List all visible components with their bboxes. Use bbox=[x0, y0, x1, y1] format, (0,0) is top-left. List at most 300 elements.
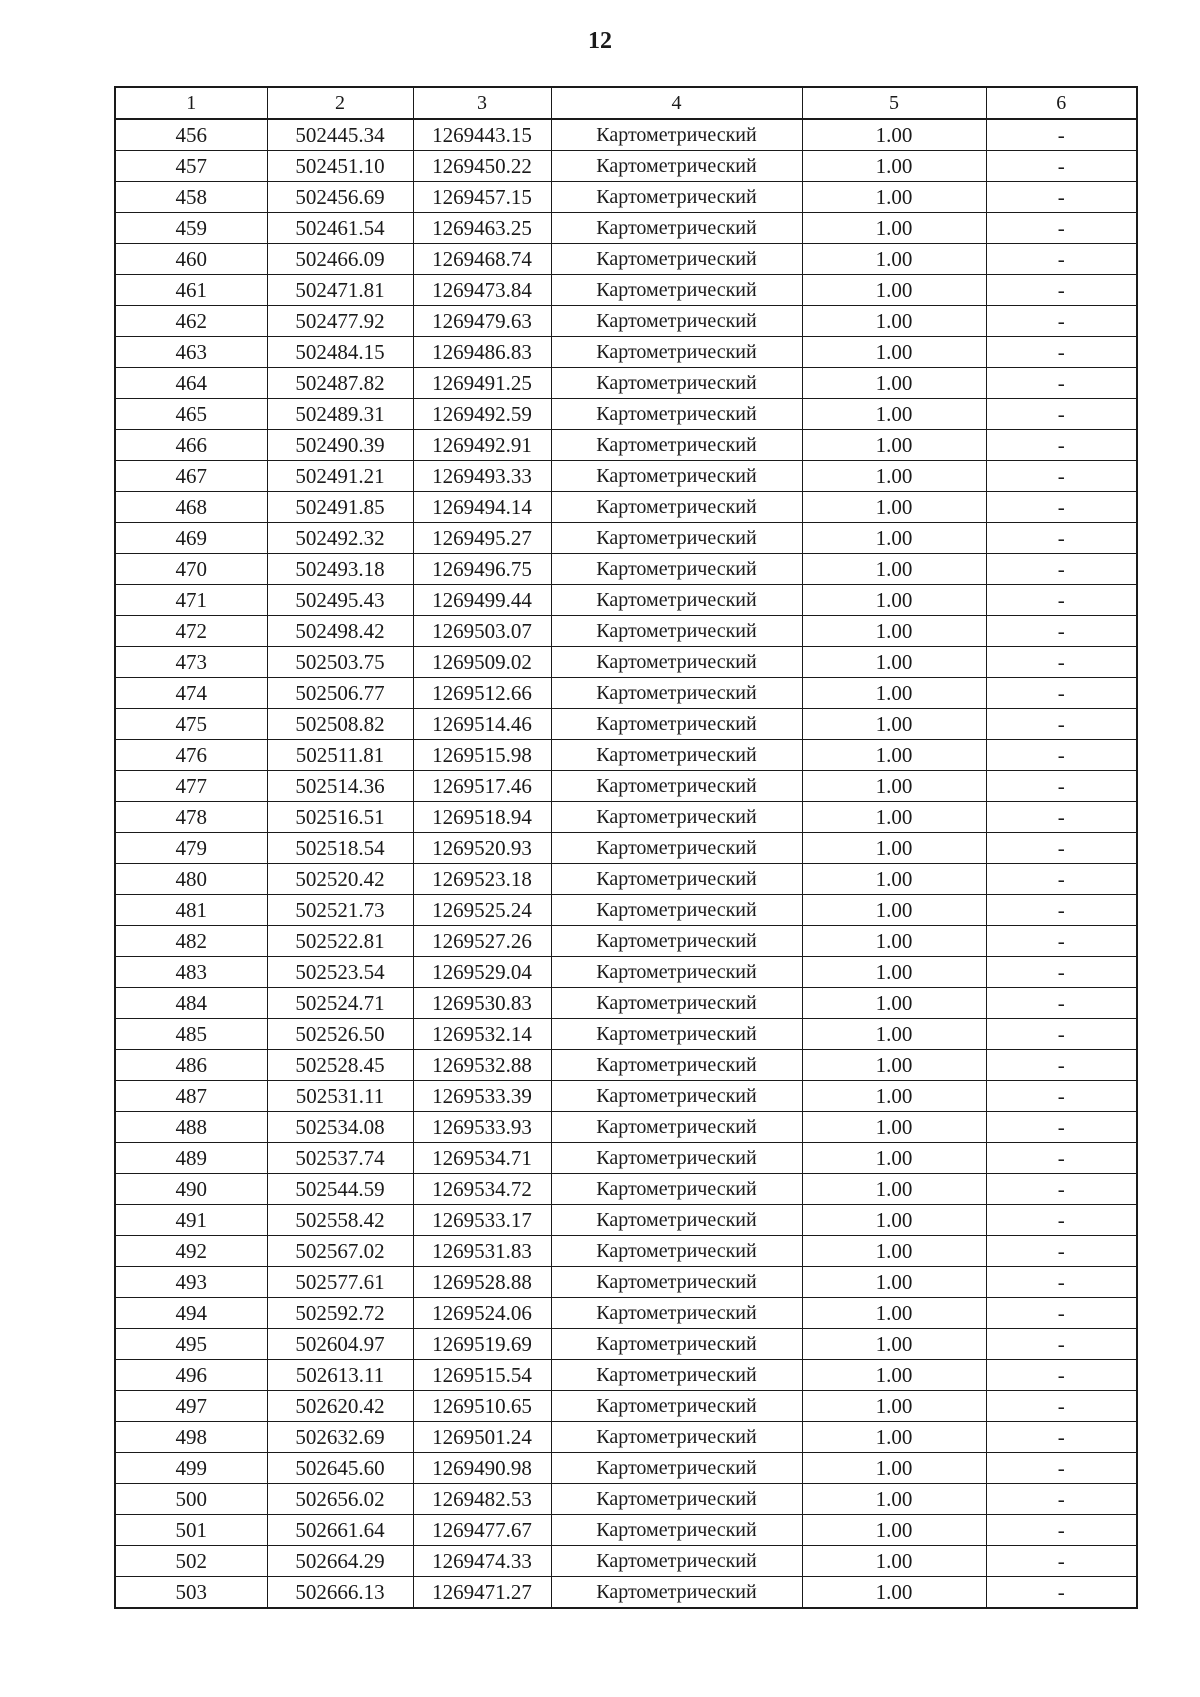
method-cell: Картометрический bbox=[551, 1329, 802, 1360]
table-row bbox=[115, 616, 1137, 647]
x-coordinate-cell: 502490.39 bbox=[267, 430, 413, 461]
method-cell: Картометрический bbox=[551, 1081, 802, 1112]
y-coordinate-cell: 1269532.88 bbox=[413, 1050, 551, 1081]
method-cell: Картометрический bbox=[551, 368, 802, 399]
point-number-cell: 457 bbox=[115, 151, 267, 182]
point-number-cell: 497 bbox=[115, 1391, 267, 1422]
description-cell: - bbox=[986, 802, 1137, 833]
y-coordinate-cell: 1269515.54 bbox=[413, 1360, 551, 1391]
description-cell: - bbox=[986, 926, 1137, 957]
method-cell: Картометрический bbox=[551, 119, 802, 151]
description-cell: - bbox=[986, 151, 1137, 182]
precision-cell: 1.00 bbox=[802, 771, 986, 802]
x-coordinate-cell: 502592.72 bbox=[267, 1298, 413, 1329]
precision-cell: 1.00 bbox=[802, 926, 986, 957]
y-coordinate-cell: 1269510.65 bbox=[413, 1391, 551, 1422]
method-cell: Картометрический bbox=[551, 864, 802, 895]
precision-cell: 1.00 bbox=[802, 430, 986, 461]
y-coordinate-cell: 1269517.46 bbox=[413, 771, 551, 802]
point-number-cell: 460 bbox=[115, 244, 267, 275]
table-row bbox=[115, 492, 1137, 523]
description-cell: - bbox=[986, 678, 1137, 709]
method-cell: Картометрический bbox=[551, 1019, 802, 1050]
point-number-cell: 500 bbox=[115, 1484, 267, 1515]
precision-cell: 1.00 bbox=[802, 554, 986, 585]
y-coordinate-cell: 1269479.63 bbox=[413, 306, 551, 337]
description-cell: - bbox=[986, 895, 1137, 926]
method-cell: Картометрический bbox=[551, 461, 802, 492]
method-cell: Картометрический bbox=[551, 802, 802, 833]
method-cell: Картометрический bbox=[551, 771, 802, 802]
y-coordinate-cell: 1269534.71 bbox=[413, 1143, 551, 1174]
x-coordinate-cell: 502558.42 bbox=[267, 1205, 413, 1236]
table-row bbox=[115, 1515, 1137, 1546]
precision-cell: 1.00 bbox=[802, 337, 986, 368]
description-cell: - bbox=[986, 492, 1137, 523]
table-row bbox=[115, 802, 1137, 833]
method-cell: Картометрический bbox=[551, 585, 802, 616]
point-number-cell: 483 bbox=[115, 957, 267, 988]
point-number-cell: 472 bbox=[115, 616, 267, 647]
x-coordinate-cell: 502528.45 bbox=[267, 1050, 413, 1081]
y-coordinate-cell: 1269518.94 bbox=[413, 802, 551, 833]
method-cell: Картометрический bbox=[551, 1236, 802, 1267]
y-coordinate-cell: 1269533.93 bbox=[413, 1112, 551, 1143]
table-row bbox=[115, 740, 1137, 771]
method-cell: Картометрический bbox=[551, 151, 802, 182]
description-cell: - bbox=[986, 1360, 1137, 1391]
point-number-cell: 478 bbox=[115, 802, 267, 833]
y-coordinate-cell: 1269482.53 bbox=[413, 1484, 551, 1515]
precision-cell: 1.00 bbox=[802, 1081, 986, 1112]
description-cell: - bbox=[986, 1205, 1137, 1236]
method-cell: Картометрический bbox=[551, 1360, 802, 1391]
precision-cell: 1.00 bbox=[802, 1484, 986, 1515]
table-row bbox=[115, 1267, 1137, 1298]
y-coordinate-cell: 1269494.14 bbox=[413, 492, 551, 523]
method-cell: Картометрический bbox=[551, 1205, 802, 1236]
precision-cell: 1.00 bbox=[802, 182, 986, 213]
x-coordinate-cell: 502445.34 bbox=[267, 119, 413, 151]
point-number-cell: 477 bbox=[115, 771, 267, 802]
table-row bbox=[115, 1360, 1137, 1391]
method-cell: Картометрический bbox=[551, 1267, 802, 1298]
table-row bbox=[115, 1422, 1137, 1453]
point-number-cell: 480 bbox=[115, 864, 267, 895]
x-coordinate-cell: 502661.64 bbox=[267, 1515, 413, 1546]
precision-cell: 1.00 bbox=[802, 523, 986, 554]
point-number-cell: 456 bbox=[115, 119, 267, 151]
method-cell: Картометрический bbox=[551, 616, 802, 647]
precision-cell: 1.00 bbox=[802, 399, 986, 430]
x-coordinate-cell: 502531.11 bbox=[267, 1081, 413, 1112]
y-coordinate-cell: 1269491.25 bbox=[413, 368, 551, 399]
method-cell: Картометрический bbox=[551, 244, 802, 275]
point-number-cell: 490 bbox=[115, 1174, 267, 1205]
description-cell: - bbox=[986, 554, 1137, 585]
y-coordinate-cell: 1269468.74 bbox=[413, 244, 551, 275]
method-cell: Картометрический bbox=[551, 709, 802, 740]
precision-cell: 1.00 bbox=[802, 1329, 986, 1360]
x-coordinate-cell: 502520.42 bbox=[267, 864, 413, 895]
x-coordinate-cell: 502495.43 bbox=[267, 585, 413, 616]
y-coordinate-cell: 1269533.17 bbox=[413, 1205, 551, 1236]
description-cell: - bbox=[986, 275, 1137, 306]
table-row bbox=[115, 1484, 1137, 1515]
y-coordinate-cell: 1269450.22 bbox=[413, 151, 551, 182]
table-body bbox=[115, 119, 1137, 1608]
x-coordinate-cell: 502518.54 bbox=[267, 833, 413, 864]
column-header-3: 3 bbox=[413, 87, 551, 119]
x-coordinate-cell: 502487.82 bbox=[267, 368, 413, 399]
column-header-1: 1 bbox=[115, 87, 267, 119]
point-number-cell: 470 bbox=[115, 554, 267, 585]
description-cell: - bbox=[986, 957, 1137, 988]
method-cell: Картометрический bbox=[551, 1298, 802, 1329]
method-cell: Картометрический bbox=[551, 523, 802, 554]
column-header-5: 5 bbox=[802, 87, 986, 119]
x-coordinate-cell: 502514.36 bbox=[267, 771, 413, 802]
description-cell: - bbox=[986, 244, 1137, 275]
precision-cell: 1.00 bbox=[802, 1546, 986, 1577]
table-row bbox=[115, 119, 1137, 151]
method-cell: Картометрический bbox=[551, 1050, 802, 1081]
description-cell: - bbox=[986, 1453, 1137, 1484]
method-cell: Картометрический bbox=[551, 833, 802, 864]
y-coordinate-cell: 1269463.25 bbox=[413, 213, 551, 244]
precision-cell: 1.00 bbox=[802, 647, 986, 678]
method-cell: Картометрический bbox=[551, 988, 802, 1019]
x-coordinate-cell: 502620.42 bbox=[267, 1391, 413, 1422]
x-coordinate-cell: 502524.71 bbox=[267, 988, 413, 1019]
point-number-cell: 479 bbox=[115, 833, 267, 864]
precision-cell: 1.00 bbox=[802, 1174, 986, 1205]
y-coordinate-cell: 1269443.15 bbox=[413, 119, 551, 151]
table-row bbox=[115, 678, 1137, 709]
description-cell: - bbox=[986, 1112, 1137, 1143]
y-coordinate-cell: 1269512.66 bbox=[413, 678, 551, 709]
point-number-cell: 461 bbox=[115, 275, 267, 306]
point-number-cell: 499 bbox=[115, 1453, 267, 1484]
table-row bbox=[115, 399, 1137, 430]
precision-cell: 1.00 bbox=[802, 1019, 986, 1050]
description-cell: - bbox=[986, 1298, 1137, 1329]
description-cell: - bbox=[986, 647, 1137, 678]
point-number-cell: 498 bbox=[115, 1422, 267, 1453]
precision-cell: 1.00 bbox=[802, 1391, 986, 1422]
point-number-cell: 458 bbox=[115, 182, 267, 213]
table-row bbox=[115, 709, 1137, 740]
description-cell: - bbox=[986, 585, 1137, 616]
y-coordinate-cell: 1269514.46 bbox=[413, 709, 551, 740]
description-cell: - bbox=[986, 1546, 1137, 1577]
point-number-cell: 486 bbox=[115, 1050, 267, 1081]
x-coordinate-cell: 502656.02 bbox=[267, 1484, 413, 1515]
table-row bbox=[115, 833, 1137, 864]
y-coordinate-cell: 1269501.24 bbox=[413, 1422, 551, 1453]
y-coordinate-cell: 1269493.33 bbox=[413, 461, 551, 492]
method-cell: Картометрический bbox=[551, 1422, 802, 1453]
precision-cell: 1.00 bbox=[802, 213, 986, 244]
precision-cell: 1.00 bbox=[802, 119, 986, 151]
point-number-cell: 469 bbox=[115, 523, 267, 554]
x-coordinate-cell: 502522.81 bbox=[267, 926, 413, 957]
method-cell: Картометрический bbox=[551, 1174, 802, 1205]
precision-cell: 1.00 bbox=[802, 1143, 986, 1174]
x-coordinate-cell: 502492.32 bbox=[267, 523, 413, 554]
precision-cell: 1.00 bbox=[802, 368, 986, 399]
method-cell: Картометрический bbox=[551, 399, 802, 430]
method-cell: Картометрический bbox=[551, 275, 802, 306]
y-coordinate-cell: 1269492.91 bbox=[413, 430, 551, 461]
table-row bbox=[115, 182, 1137, 213]
table-row bbox=[115, 1050, 1137, 1081]
point-number-cell: 495 bbox=[115, 1329, 267, 1360]
point-number-cell: 488 bbox=[115, 1112, 267, 1143]
table-row bbox=[115, 523, 1137, 554]
y-coordinate-cell: 1269520.93 bbox=[413, 833, 551, 864]
table-row bbox=[115, 1174, 1137, 1205]
table-row bbox=[115, 895, 1137, 926]
y-coordinate-cell: 1269523.18 bbox=[413, 864, 551, 895]
precision-cell: 1.00 bbox=[802, 1205, 986, 1236]
point-number-cell: 466 bbox=[115, 430, 267, 461]
description-cell: - bbox=[986, 461, 1137, 492]
method-cell: Картометрический bbox=[551, 1112, 802, 1143]
y-coordinate-cell: 1269532.14 bbox=[413, 1019, 551, 1050]
method-cell: Картометрический bbox=[551, 647, 802, 678]
precision-cell: 1.00 bbox=[802, 895, 986, 926]
description-cell: - bbox=[986, 1484, 1137, 1515]
method-cell: Картометрический bbox=[551, 306, 802, 337]
precision-cell: 1.00 bbox=[802, 1267, 986, 1298]
table-row bbox=[115, 213, 1137, 244]
precision-cell: 1.00 bbox=[802, 492, 986, 523]
point-number-cell: 467 bbox=[115, 461, 267, 492]
description-cell: - bbox=[986, 709, 1137, 740]
x-coordinate-cell: 502544.59 bbox=[267, 1174, 413, 1205]
description-cell: - bbox=[986, 1515, 1137, 1546]
table-row bbox=[115, 1236, 1137, 1267]
x-coordinate-cell: 502508.82 bbox=[267, 709, 413, 740]
method-cell: Картометрический bbox=[551, 182, 802, 213]
point-number-cell: 485 bbox=[115, 1019, 267, 1050]
table-row bbox=[115, 585, 1137, 616]
x-coordinate-cell: 502498.42 bbox=[267, 616, 413, 647]
table-row bbox=[115, 1453, 1137, 1484]
description-cell: - bbox=[986, 1019, 1137, 1050]
y-coordinate-cell: 1269509.02 bbox=[413, 647, 551, 678]
point-number-cell: 487 bbox=[115, 1081, 267, 1112]
point-number-cell: 494 bbox=[115, 1298, 267, 1329]
table-row bbox=[115, 771, 1137, 802]
table-header-row bbox=[115, 87, 1137, 119]
table-row bbox=[115, 368, 1137, 399]
method-cell: Картометрический bbox=[551, 1453, 802, 1484]
description-cell: - bbox=[986, 1577, 1137, 1609]
precision-cell: 1.00 bbox=[802, 275, 986, 306]
x-coordinate-cell: 502523.54 bbox=[267, 957, 413, 988]
y-coordinate-cell: 1269519.69 bbox=[413, 1329, 551, 1360]
table-row bbox=[115, 1112, 1137, 1143]
method-cell: Картометрический bbox=[551, 678, 802, 709]
point-number-cell: 465 bbox=[115, 399, 267, 430]
x-coordinate-cell: 502534.08 bbox=[267, 1112, 413, 1143]
description-cell: - bbox=[986, 1143, 1137, 1174]
point-number-cell: 502 bbox=[115, 1546, 267, 1577]
precision-cell: 1.00 bbox=[802, 740, 986, 771]
method-cell: Картометрический bbox=[551, 1143, 802, 1174]
description-cell: - bbox=[986, 864, 1137, 895]
x-coordinate-cell: 502491.85 bbox=[267, 492, 413, 523]
description-cell: - bbox=[986, 182, 1137, 213]
precision-cell: 1.00 bbox=[802, 1515, 986, 1546]
table-row bbox=[115, 1143, 1137, 1174]
x-coordinate-cell: 502484.15 bbox=[267, 337, 413, 368]
description-cell: - bbox=[986, 399, 1137, 430]
x-coordinate-cell: 502537.74 bbox=[267, 1143, 413, 1174]
method-cell: Картометрический bbox=[551, 337, 802, 368]
description-cell: - bbox=[986, 740, 1137, 771]
table-row bbox=[115, 1546, 1137, 1577]
description-cell: - bbox=[986, 771, 1137, 802]
y-coordinate-cell: 1269492.59 bbox=[413, 399, 551, 430]
y-coordinate-cell: 1269528.88 bbox=[413, 1267, 551, 1298]
description-cell: - bbox=[986, 430, 1137, 461]
y-coordinate-cell: 1269529.04 bbox=[413, 957, 551, 988]
table-row bbox=[115, 1019, 1137, 1050]
point-number-cell: 503 bbox=[115, 1577, 267, 1609]
y-coordinate-cell: 1269503.07 bbox=[413, 616, 551, 647]
x-coordinate-cell: 502456.69 bbox=[267, 182, 413, 213]
method-cell: Картометрический bbox=[551, 492, 802, 523]
table-row bbox=[115, 151, 1137, 182]
y-coordinate-cell: 1269473.84 bbox=[413, 275, 551, 306]
point-number-cell: 476 bbox=[115, 740, 267, 771]
precision-cell: 1.00 bbox=[802, 1453, 986, 1484]
method-cell: Картометрический bbox=[551, 1546, 802, 1577]
x-coordinate-cell: 502489.31 bbox=[267, 399, 413, 430]
column-header-6: 6 bbox=[986, 87, 1137, 119]
y-coordinate-cell: 1269474.33 bbox=[413, 1546, 551, 1577]
x-coordinate-cell: 502645.60 bbox=[267, 1453, 413, 1484]
table-row bbox=[115, 1577, 1137, 1609]
x-coordinate-cell: 502613.11 bbox=[267, 1360, 413, 1391]
description-cell: - bbox=[986, 1391, 1137, 1422]
description-cell: - bbox=[986, 119, 1137, 151]
point-number-cell: 482 bbox=[115, 926, 267, 957]
x-coordinate-cell: 502471.81 bbox=[267, 275, 413, 306]
precision-cell: 1.00 bbox=[802, 988, 986, 1019]
method-cell: Картометрический bbox=[551, 895, 802, 926]
precision-cell: 1.00 bbox=[802, 306, 986, 337]
x-coordinate-cell: 502604.97 bbox=[267, 1329, 413, 1360]
method-cell: Картометрический bbox=[551, 1484, 802, 1515]
y-coordinate-cell: 1269486.83 bbox=[413, 337, 551, 368]
point-number-cell: 474 bbox=[115, 678, 267, 709]
table-row bbox=[115, 1205, 1137, 1236]
precision-cell: 1.00 bbox=[802, 678, 986, 709]
precision-cell: 1.00 bbox=[802, 957, 986, 988]
point-number-cell: 471 bbox=[115, 585, 267, 616]
description-cell: - bbox=[986, 616, 1137, 647]
table-row bbox=[115, 988, 1137, 1019]
point-number-cell: 484 bbox=[115, 988, 267, 1019]
column-header-4: 4 bbox=[551, 87, 802, 119]
y-coordinate-cell: 1269490.98 bbox=[413, 1453, 551, 1484]
x-coordinate-cell: 502506.77 bbox=[267, 678, 413, 709]
method-cell: Картометрический bbox=[551, 213, 802, 244]
point-number-cell: 462 bbox=[115, 306, 267, 337]
point-number-cell: 493 bbox=[115, 1267, 267, 1298]
precision-cell: 1.00 bbox=[802, 585, 986, 616]
x-coordinate-cell: 502511.81 bbox=[267, 740, 413, 771]
precision-cell: 1.00 bbox=[802, 1050, 986, 1081]
method-cell: Картометрический bbox=[551, 926, 802, 957]
method-cell: Картометрический bbox=[551, 1391, 802, 1422]
x-coordinate-cell: 502491.21 bbox=[267, 461, 413, 492]
point-number-cell: 481 bbox=[115, 895, 267, 926]
table-row bbox=[115, 306, 1137, 337]
description-cell: - bbox=[986, 833, 1137, 864]
x-coordinate-cell: 502451.10 bbox=[267, 151, 413, 182]
table-row bbox=[115, 864, 1137, 895]
description-cell: - bbox=[986, 1329, 1137, 1360]
description-cell: - bbox=[986, 988, 1137, 1019]
x-coordinate-cell: 502503.75 bbox=[267, 647, 413, 678]
y-coordinate-cell: 1269524.06 bbox=[413, 1298, 551, 1329]
description-cell: - bbox=[986, 1236, 1137, 1267]
y-coordinate-cell: 1269531.83 bbox=[413, 1236, 551, 1267]
precision-cell: 1.00 bbox=[802, 802, 986, 833]
description-cell: - bbox=[986, 1081, 1137, 1112]
y-coordinate-cell: 1269471.27 bbox=[413, 1577, 551, 1609]
method-cell: Картометрический bbox=[551, 740, 802, 771]
x-coordinate-cell: 502521.73 bbox=[267, 895, 413, 926]
precision-cell: 1.00 bbox=[802, 709, 986, 740]
y-coordinate-cell: 1269499.44 bbox=[413, 585, 551, 616]
precision-cell: 1.00 bbox=[802, 1422, 986, 1453]
description-cell: - bbox=[986, 1267, 1137, 1298]
point-number-cell: 501 bbox=[115, 1515, 267, 1546]
point-number-cell: 473 bbox=[115, 647, 267, 678]
precision-cell: 1.00 bbox=[802, 1298, 986, 1329]
y-coordinate-cell: 1269496.75 bbox=[413, 554, 551, 585]
table-row bbox=[115, 1298, 1137, 1329]
point-number-cell: 463 bbox=[115, 337, 267, 368]
description-cell: - bbox=[986, 523, 1137, 554]
point-number-cell: 496 bbox=[115, 1360, 267, 1391]
description-cell: - bbox=[986, 1174, 1137, 1205]
y-coordinate-cell: 1269477.67 bbox=[413, 1515, 551, 1546]
x-coordinate-cell: 502461.54 bbox=[267, 213, 413, 244]
table-row bbox=[115, 647, 1137, 678]
table-row bbox=[115, 461, 1137, 492]
table-row bbox=[115, 337, 1137, 368]
table-row bbox=[115, 275, 1137, 306]
table-row bbox=[115, 957, 1137, 988]
y-coordinate-cell: 1269495.27 bbox=[413, 523, 551, 554]
point-number-cell: 464 bbox=[115, 368, 267, 399]
coordinates-table bbox=[114, 86, 1138, 1609]
precision-cell: 1.00 bbox=[802, 864, 986, 895]
description-cell: - bbox=[986, 337, 1137, 368]
x-coordinate-cell: 502632.69 bbox=[267, 1422, 413, 1453]
table-row bbox=[115, 1081, 1137, 1112]
y-coordinate-cell: 1269525.24 bbox=[413, 895, 551, 926]
method-cell: Картометрический bbox=[551, 1577, 802, 1609]
point-number-cell: 489 bbox=[115, 1143, 267, 1174]
